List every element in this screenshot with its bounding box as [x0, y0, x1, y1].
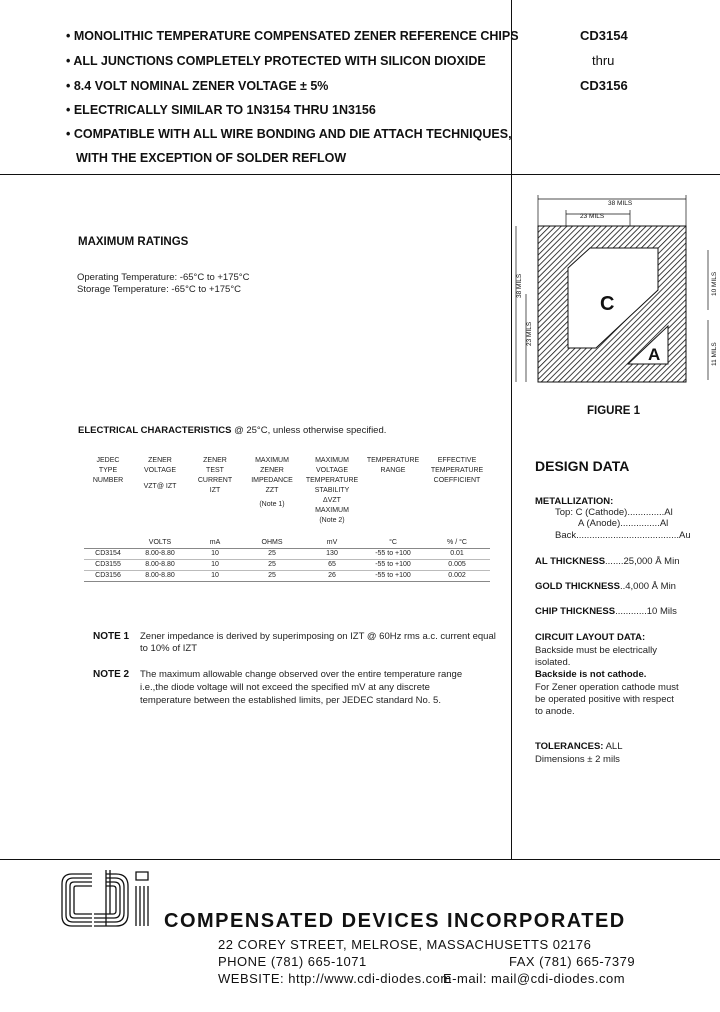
part-number-from: CD3154	[580, 28, 628, 43]
unit-cell	[84, 538, 132, 549]
chip-thickness: CHIP THICKNESS............10 Mils	[535, 606, 677, 617]
unit-cell: VOLTS	[148, 539, 172, 546]
company-phone: PHONE (781) 665-1071	[218, 954, 367, 969]
feature-line-1: • MONOLITHIC TEMPERATURE COMPENSATED ZENER REFERENCE CHIPS	[66, 29, 519, 43]
gold-thickness: GOLD THICKNESS..4,000 Å Min	[535, 581, 676, 592]
electrical-subtitle: @ 25°C, unless otherwise specified.	[234, 425, 387, 436]
storage-temperature: Storage Temperature: -65°C to +175°C	[77, 284, 242, 295]
table-cell: -55 to +100	[375, 561, 411, 568]
unit-cell: °C	[389, 539, 397, 546]
tolerance-dimensions: Dimensions ± 2 mils	[535, 754, 620, 765]
note-1-text: Zener impedance is derived by superimposing on IZT @ 60Hz rms a.c. current equal to 10% of IZT	[140, 631, 496, 654]
table-cell: 25	[268, 572, 276, 579]
part-number-thru: thru	[592, 53, 615, 68]
footer-top-rule	[0, 859, 720, 860]
feature-line-4: • ELECTRICALLY SIMILAR TO 1N3154 THRU 1N3156	[66, 103, 376, 117]
cdi-logo	[58, 868, 160, 932]
table-cell: 65	[328, 561, 336, 568]
table-cell: 25	[268, 561, 276, 568]
header-bottom-rule	[0, 174, 720, 175]
chip-layout-figure	[512, 190, 720, 390]
table-cell: 10	[211, 550, 219, 557]
table-cell: CD3154	[95, 550, 121, 557]
table-cell: 0.005	[448, 561, 466, 568]
company-address: 22 COREY STREET, MELROSE, MASSACHUSETTS 02176	[218, 937, 592, 952]
table-cell: -55 to +100	[375, 550, 411, 557]
company-name: COMPENSATED DEVICES INCORPORATED	[164, 910, 626, 932]
table-cell: 0.01	[450, 550, 464, 557]
header-vertical-divider	[511, 0, 512, 175]
header-jedec: JEDEC TYPE NUMBER	[92, 457, 124, 484]
operating-temperature: Operating Temperature: -65°C to +175°C	[77, 272, 250, 283]
table-cell: 26	[328, 572, 336, 579]
metallization-top-a: A (Anode)...............Al	[578, 518, 669, 529]
electrical-heading	[78, 425, 386, 436]
circuit-layout-line-2: isolated.	[535, 657, 571, 668]
circuit-layout-line-3: For Zener operation cathode must	[535, 682, 679, 693]
company-website[interactable]: WEBSITE: http://www.cdi-diodes.com	[218, 971, 452, 986]
circuit-layout-title: CIRCUIT LAYOUT DATA:	[535, 632, 646, 643]
metallization-top-c: Top: C (Cathode)..............Al	[555, 507, 673, 518]
table-cell: 0.002	[448, 572, 466, 579]
note-1-label: NOTE 1	[93, 631, 130, 642]
table-cell: -55 to +100	[375, 572, 411, 579]
note-2-line-2: i.e.,the diode voltage will not exceed the specified mV at any discrete	[140, 682, 430, 693]
table-cell: 130	[326, 550, 338, 557]
table-row	[84, 571, 490, 582]
header-zener-voltage: ZENER VOLTAGE VZT@ IZT	[143, 457, 177, 490]
company-fax: FAX (781) 665-7379	[509, 954, 636, 969]
anode-label: A	[648, 345, 661, 364]
header-stability: MAXIMUM VOLTAGE TEMPERATURE STABILITY ΔVZT MAXIMUM (Note 2)	[305, 457, 359, 524]
table-cell: 25	[268, 550, 276, 557]
dim-inner-label: 23 MILS	[580, 213, 605, 220]
table-cell: 8.00-8.80	[145, 550, 175, 557]
unit-cell: % / °C	[447, 539, 467, 546]
max-ratings-title: MAXIMUM RATINGS	[78, 236, 189, 248]
feature-line-3: • 8.4 VOLT NOMINAL ZENER VOLTAGE ± 5%	[66, 79, 329, 93]
tolerances: TOLERANCES: ALL	[535, 741, 623, 752]
unit-cell: mA	[209, 539, 221, 546]
table-row	[84, 560, 490, 571]
part-number-to: CD3156	[580, 78, 628, 93]
note-2-label: NOTE 2	[93, 669, 130, 680]
table-units-row	[84, 538, 490, 549]
al-thickness: AL THICKNESS.......25,000 Å Min	[535, 556, 680, 567]
dim-top-label: 38 MILS	[608, 200, 633, 207]
unit-cell: OHMS	[261, 539, 283, 546]
table-row	[84, 549, 490, 560]
table-cell: CD3156	[95, 572, 121, 579]
electrical-title: ELECTRICAL CHARACTERISTICS	[78, 425, 232, 436]
electrical-table	[84, 456, 490, 582]
circuit-layout-line-5: to anode.	[535, 706, 575, 717]
cathode-label: C	[600, 293, 615, 315]
metallization-label: METALLIZATION:	[535, 496, 614, 507]
design-data-title: DESIGN DATA	[535, 458, 630, 474]
header-temp-coefficient: EFFECTIVE TEMPERATURE COEFFICIENT	[430, 457, 484, 484]
metallization-back: Back.......................................Au	[555, 530, 691, 541]
dim-right-upper-label: 10 MILS	[711, 271, 718, 296]
table-cell: 10	[211, 561, 219, 568]
table-cell: 10	[211, 572, 219, 579]
header-impedance: MAXIMUM ZENER IMPEDANCE ZZT (Note 1)	[251, 457, 293, 508]
table-cell: CD3155	[95, 561, 121, 568]
dim-left-inner-label: 23 MILS	[526, 321, 533, 346]
table-header-row	[84, 456, 490, 538]
company-email[interactable]: E-mail: mail@cdi-diodes.com	[443, 971, 626, 986]
circuit-layout-line-4: be operated positive with respect	[535, 694, 674, 705]
table-cell: 8.00-8.80	[145, 572, 175, 579]
note-2-line-3: temperature between the established limits, per JEDEC standard No. 5.	[140, 695, 441, 706]
unit-cell: mV	[326, 539, 338, 546]
header-temp-range: TEMPERATURE RANGE	[366, 457, 420, 474]
header-test-current: ZENER TEST CURRENT IZT	[197, 457, 233, 494]
circuit-layout-line-1: Backside must be electrically	[535, 645, 657, 656]
figure-caption: FIGURE 1	[587, 405, 641, 417]
note-2-line-1: The maximum allowable change observed over the entire temperature range	[140, 669, 463, 680]
table-cell: 8.00-8.80	[145, 561, 175, 568]
feature-line-2: • ALL JUNCTIONS COMPLETELY PROTECTED WITH SILICON DIOXIDE	[66, 54, 486, 68]
dim-right-lower-label: 11 MILS	[711, 342, 718, 366]
circuit-layout-bold: Backside is not cathode.	[535, 669, 647, 680]
feature-line-5: • COMPATIBLE WITH ALL WIRE BONDING AND DIE ATTACH TECHNIQUES,	[66, 127, 512, 141]
dim-left-outer-label: 38 MILS	[516, 273, 523, 298]
feature-line-6: WITH THE EXCEPTION OF SOLDER REFLOW	[76, 151, 347, 165]
